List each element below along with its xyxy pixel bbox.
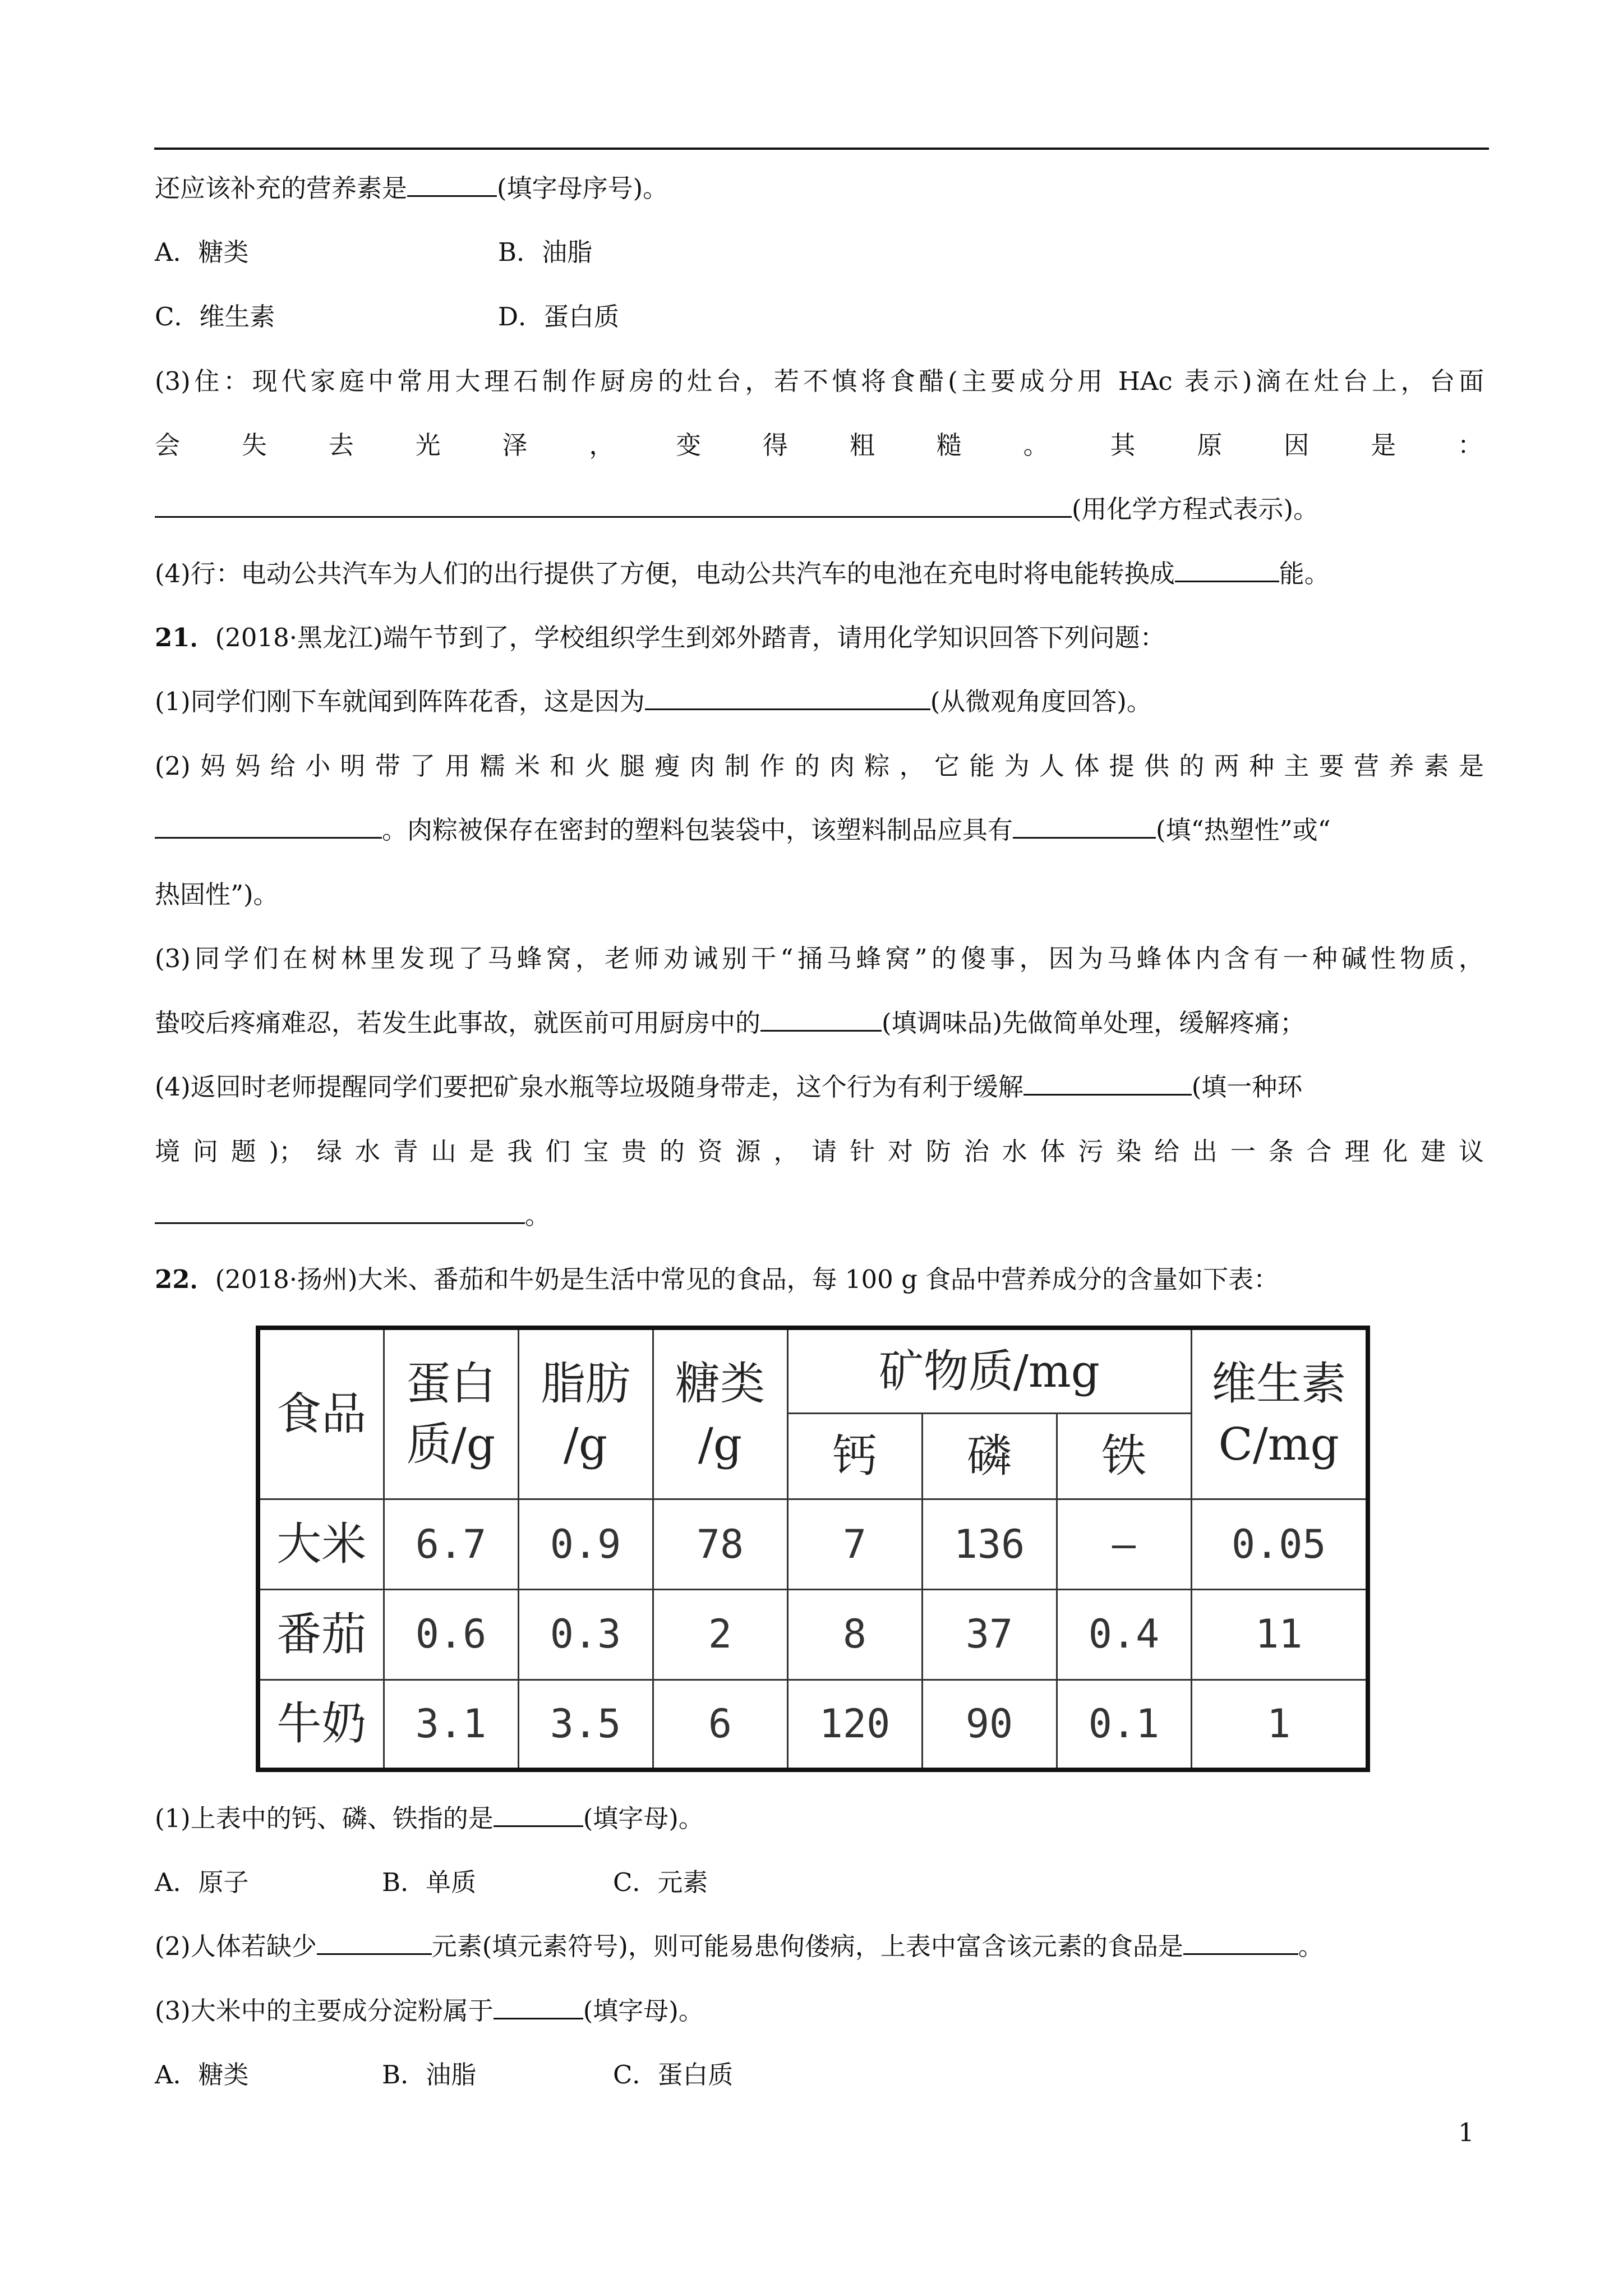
q21-part2-line1: (2)妈妈给小明带了用糯米和火腿瘦肉制作的肉粽，它能为人体提供的两种主要营养素是 [155,751,1484,781]
vitamin-c-value: 1 [1191,1680,1368,1770]
q20-choices-row2 [155,295,1484,339]
table-row [258,1499,1368,1589]
answer-blank[interactable] [494,1796,583,1827]
protein-value: 0.6 [384,1589,518,1680]
choice-b[interactable]: B．单质 [382,1867,477,1897]
q21-part4-line3: 。 [155,1193,1484,1238]
q21-part4-line1: (4)返回时老师提醒同学们要把矿泉水瓶等垃圾随身带走，这个行为有利于缓解 (填一种环 [155,1065,1484,1110]
answer-blank[interactable] [155,808,382,839]
phosphorus-value: 90 [922,1680,1057,1770]
nutrition-table [256,1326,1370,1772]
answer-blank[interactable] [155,1193,525,1224]
q21-part3-line2: 蛰咬后疼痛难忍，若发生此事故，就医前可用厨房中的 (填调味品)先做简单处理，缓解疼痛； [155,1001,1484,1046]
header-iron: 铁 [1057,1414,1191,1499]
fat-value: 0.3 [518,1589,653,1680]
phosphorus-value: 37 [922,1589,1057,1680]
answer-blank[interactable] [760,1001,882,1032]
q22-part1-choices [155,1860,1484,1905]
sugar-value: 6 [653,1680,787,1770]
answer-blank[interactable] [1013,808,1156,839]
q22-intro: 22．(2018·扬州)大米、番茄和牛奶是生活中常见的食品，每 100 g 食品中营养成分的含量如下表： [155,1264,1279,1294]
answer-blank[interactable] [1023,1065,1192,1096]
q22-part3-choices [155,2053,1484,2097]
header-food: 食品 [258,1328,384,1499]
header-sugar: 糖类 /g [653,1328,787,1499]
answer-blank[interactable] [317,1924,432,1955]
choice-d[interactable]: D．蛋白质 [498,302,620,332]
header-fat: 脂肪 /g [518,1328,653,1499]
choice-a[interactable]: A．原子 [155,1867,249,1897]
table-row [258,1680,1368,1770]
q20-part3-line3: (用化学方程式表示)。 [155,487,1484,532]
vitamin-c-value: 11 [1191,1589,1368,1680]
header-rule [154,148,1489,150]
q20-part4: (4)行：电动公共汽车为人们的出行提供了方便，电动公共汽车的电池在充电时将电能转换成 能。 [155,551,1484,596]
q21-intro: 21．(2018·黑龙江)端午节到了，学校组织学生到郊外踏青，请用化学知识回答下列问题： [155,623,1165,652]
q21-part4-line2: 境问题)；绿水青山是我们宝贵的资源，请针对防治水体污染给出一条合理化建议 [155,1137,1484,1166]
choice-a[interactable]: A．糖类 [155,2060,249,2090]
answer-blank[interactable] [1183,1924,1298,1955]
sugar-value: 78 [653,1499,787,1589]
food-name: 大米 [258,1499,384,1589]
protein-value: 6.7 [384,1499,518,1589]
choice-b[interactable]: B．油脂 [382,2060,477,2090]
header-phosphorus: 磷 [922,1414,1057,1499]
page-number: 1 [1458,2118,1474,2147]
food-name: 牛奶 [258,1680,384,1770]
choice-c[interactable]: C．维生素 [155,302,275,332]
choice-b[interactable]: B．油脂 [498,237,593,267]
header-minerals: 矿物质/mg [787,1328,1191,1414]
iron-value: 0.1 [1057,1680,1191,1770]
q22-part1: (1)上表中的钙、磷、铁指的是 (填字母)。 [155,1796,1484,1841]
header-calcium: 钙 [787,1414,922,1499]
iron-value: 0.4 [1057,1589,1191,1680]
iron-value: — [1057,1499,1191,1589]
header-vitamin-c: 维生素 C/mg [1191,1328,1368,1499]
sugar-value: 2 [653,1589,787,1680]
choice-c[interactable]: C．元素 [613,1867,708,1897]
q21-part3-line1: (3)同学们在树林里发现了马蜂窝，老师劝诫别干“捅马蜂窝”的傻事，因为马蜂体内含有一种碱性物质， [155,944,1484,973]
q20-line-a: 还应该补充的营养素是 (填字母序号)。 [155,166,1484,211]
q20-choices-row1 [155,230,1484,275]
answer-blank[interactable] [494,1989,583,2019]
calcium-value: 120 [787,1680,922,1770]
answer-blank[interactable] [407,166,497,197]
calcium-value: 7 [787,1499,922,1589]
choice-a[interactable]: A．糖类 [155,237,249,267]
q22-part2: (2)人体若缺少 元素(填元素符号)，则可能易患佝偻病，上表中富含该元素的食品是 。 [155,1924,1484,1969]
food-name: 番茄 [258,1589,384,1680]
protein-value: 3.1 [384,1680,518,1770]
header-protein: 蛋白 质/g [384,1328,518,1499]
q22-part3: (3)大米中的主要成分淀粉属于 (填字母)。 [155,1989,1484,2033]
answer-blank[interactable] [645,679,930,710]
q21-part2-line2: 。肉粽被保存在密封的塑料包装袋中，该塑料制品应具有 (填“热塑性”或“ [155,808,1484,853]
question-number: 21． [155,623,215,652]
q21-part2-line3: 热固性”)。 [155,880,279,909]
q21-part1: (1)同学们刚下车就闻到阵阵花香，这是因为 (从微观角度回答)。 [155,679,1484,724]
vitamin-c-value: 0.05 [1191,1499,1368,1589]
calcium-value: 8 [787,1589,922,1680]
table-row [258,1589,1368,1680]
choice-c[interactable]: C．蛋白质 [613,2060,734,2090]
q20-part3-line2: 会失去光泽，变得粗糙。其原因是： [155,430,1484,460]
fat-value: 0.9 [518,1499,653,1589]
answer-blank[interactable] [1175,551,1279,582]
equation-blank[interactable] [155,487,1072,518]
q20-part3-line1: (3)住：现代家庭中常用大理石制作厨房的灶台，若不慎将食醋(主要成分用 HAc 表示)滴在灶台上，台面 [155,366,1484,396]
fat-value: 3.5 [518,1680,653,1770]
question-number: 22． [155,1264,215,1294]
phosphorus-value: 136 [922,1499,1057,1589]
